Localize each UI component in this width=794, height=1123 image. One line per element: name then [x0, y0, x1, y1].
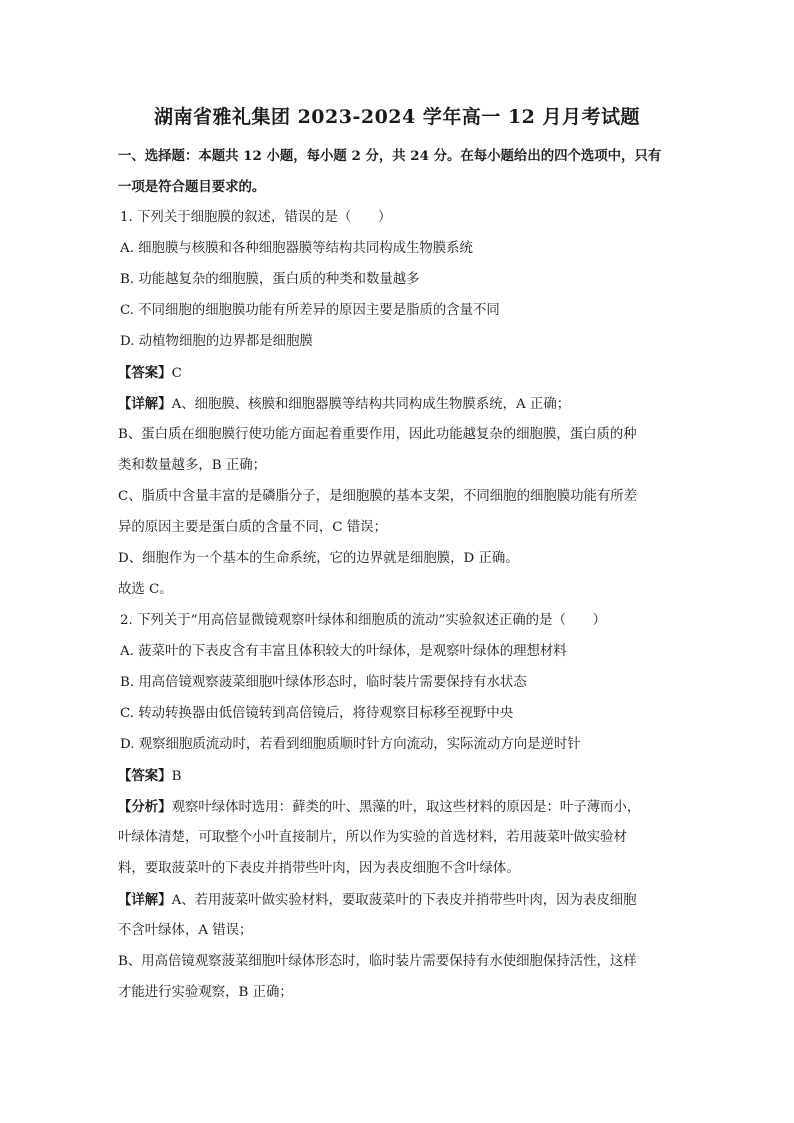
question-2-analysis-line [118, 797, 640, 818]
question-2-detail-line [118, 890, 637, 911]
question-1-option-b: B. 功能越复杂的细胞膜，蛋白质的种类和数量越多 [120, 272, 420, 287]
question-1-option-d: D. 动植物细胞的边界都是细胞膜 [120, 334, 313, 349]
question-1-detail-line: D、细胞作为一个基本的生命系统，它的边界就是细胞膜，D 正确。 [118, 551, 519, 566]
question-2-detail-line: B、用高倍镜观察菠菜细胞叶绿体形态时，临时装片需要保持有水使细胞保持活性，这样 [118, 954, 637, 969]
section-instruction-line-1: 一、选择题：本题共 12 小题，每小题 2 分，共 24 分。在每小题给出的四个选项中，只有 [118, 148, 662, 164]
question-2-answer [118, 766, 181, 787]
analysis-tag: 【分析】 [118, 799, 172, 815]
question-2-analysis-line: 料，要取菠菜叶的下表皮并捎带些叶肉，因为表皮细胞不含叶绿体。 [118, 861, 520, 876]
question-2-detail-line: 才能进行实验观察，B 正确； [118, 985, 293, 1000]
answer-tag: 【答案】 [118, 768, 172, 784]
detail-tag: 【详解】 [118, 396, 172, 412]
question-1-conclusion: 故选 C。 [118, 582, 173, 597]
question-1-detail-line [118, 394, 570, 415]
question-2-analysis-line: 叶绿体清楚，可取整个小叶直接制片，所以作为实验的首选材料，若用菠菜叶做实验材 [118, 830, 627, 845]
question-1-stem: 1. 下列关于细胞膜的叙述，错误的是（ ） [120, 210, 392, 225]
answer-value: B [171, 769, 182, 784]
question-2-option-d: D. 观察细胞质流动时，若看到细胞质顺时针方向流动，实际流动方向是逆时针 [120, 737, 581, 752]
question-1-option-a: A. 细胞膜与核膜和各种细胞器膜等结构共同构成生物膜系统 [120, 241, 473, 256]
question-2-stem: 2. 下列关于“用高倍显微镜观察叶绿体和细胞质的流动”实验叙述正确的是（ ） [120, 613, 607, 628]
answer-value: C [171, 366, 182, 381]
question-1-detail-line: B、蛋白质在细胞膜行使功能方面起着重要作用，因此功能越复杂的细胞膜，蛋白质的种 [118, 427, 637, 442]
detail-text: A、细胞膜、核膜和细胞器膜等结构共同构成生物膜系统，A 正确； [171, 397, 571, 412]
page-title: 湖南省雅礼集团 2023-2024 学年高一 12 月月考试题 [153, 106, 641, 128]
question-1-option-c: C. 不同细胞的细胞膜功能有所差异的原因主要是脂质的含量不同 [120, 303, 500, 318]
question-1-detail-line: 异的原因主要是蛋白质的含量不同，C 错误； [118, 520, 387, 535]
analysis-text: 观察叶绿体时选用：藓类的叶、黑藻的叶，取这些材料的原因是：叶子薄而小， [171, 800, 641, 815]
detail-tag: 【详解】 [118, 892, 172, 908]
question-1-answer [118, 363, 182, 384]
question-1-detail-line: C、脂质中含量丰富的是磷脂分子，是细胞膜的基本支架，不同细胞的细胞膜功能有所差 [118, 489, 638, 504]
question-2-option-b: B. 用高倍镜观察菠菜细胞叶绿体形态时，临时装片需要保持有水状态 [120, 675, 527, 690]
question-2-option-a: A. 菠菜叶的下表皮含有丰富且体积较大的叶绿体，是观察叶绿体的理想材料 [120, 644, 567, 659]
question-2-detail-line: 不含叶绿体，A 错误； [118, 923, 253, 938]
answer-tag: 【答案】 [118, 365, 172, 381]
detail-text: A、若用菠菜叶做实验材料，要取菠菜叶的下表皮并捎带些叶肉，因为表皮细胞 [171, 893, 637, 908]
section-instruction-line-2: 一项是符合题目要求的。 [118, 179, 266, 195]
question-1-detail-line: 类和数量越多，B 正确； [118, 458, 267, 473]
question-2-option-c: C. 转动转换器由低倍镜转到高倍镜后，将待观察目标移至视野中央 [120, 706, 514, 721]
